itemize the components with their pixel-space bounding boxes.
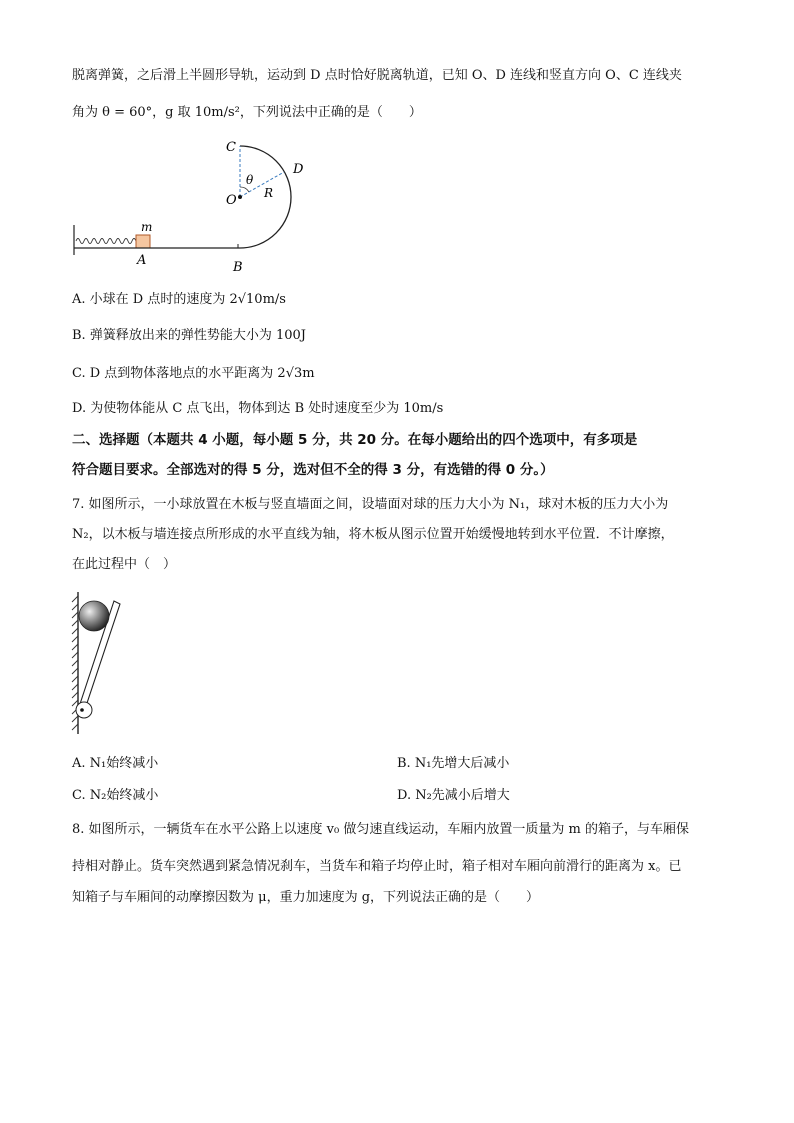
ball [79,601,109,631]
q7-option-d: D. N₂先减小后增大 [397,788,510,803]
hinge-pin [80,708,84,712]
q7-text-line-1: 7. 如图所示，一小球放置在木板与竖直墙面之间，设墙面对球的压力大小为 N₁，球对木板的压力大小为 [72,497,669,512]
q7-option-b: B. N₁先增大后减小 [397,756,510,771]
q7-text-line-3: 在此过程中（ ） [72,557,177,572]
q7-option-c: C. N₂始终减小 [72,788,159,803]
q6-text-line-2: 角为 θ = 60°，g 取 10m/s²，下列说法中正确的是（ ） [72,105,422,120]
q6-option-c: C. D 点到物体落地点的水平距离为 2√3m [72,366,315,381]
label-a: A [137,253,147,268]
label-m: m [141,220,153,234]
label-d: D [293,162,304,177]
q8-text-line-3: 知箱子与车厢间的动摩擦因数为 μ，重力加速度为 g，下列说法正确的是（ ） [72,890,540,905]
q6-option-a: A. 小球在 D 点时的速度为 2√10m/s [72,292,286,307]
q6-option-b: B. 弹簧释放出来的弹性势能大小为 100J [72,328,306,343]
label-theta: θ [246,173,254,187]
q8-text-line-1: 8. 如图所示，一辆货车在水平公路上以速度 v₀ 做匀速直线运动，车厢内放置一质量为 m 的箱子，与车厢保 [72,822,689,837]
q6-option-d: D. 为使物体能从 C 点飞出，物体到达 B 处时速度至少为 10m/s [72,401,444,416]
label-b: B [233,260,243,275]
section2-heading-line-1: 二、选择题（本题共 4 小题，每小题 5 分，共 20 分。在每小题给出的四个选项中，有多项是 [72,432,638,448]
q7-text-line-2: N₂，以木板与墙连接点所形成的水平直线为轴，将木板从图示位置开始缓慢地转到水平位置．不计摩擦， [72,527,674,542]
hinge-circle [76,702,92,718]
q7-option-a: A. N₁始终减小 [72,756,159,771]
label-c: C [226,140,236,155]
q6-text-line-1: 脱离弹簧，之后滑上半圆形导轨，运动到 D 点时恰好脱离轨道，已知 O、D 连线和竖直方向 O、C 连线夹 [72,68,682,83]
label-r: R [264,186,274,200]
section2-heading-line-2: 符合题目要求。全部选对的得 5 分，选对但不全的得 3 分，有选错的得 0 分。） [72,462,554,478]
q8-text-line-2: 持相对静止。货车突然遇到紧急情况刹车，当货车和箱子均停止时，箱子相对车厢向前滑行的距离为 x。已 [72,859,682,874]
label-o: O [226,193,237,208]
